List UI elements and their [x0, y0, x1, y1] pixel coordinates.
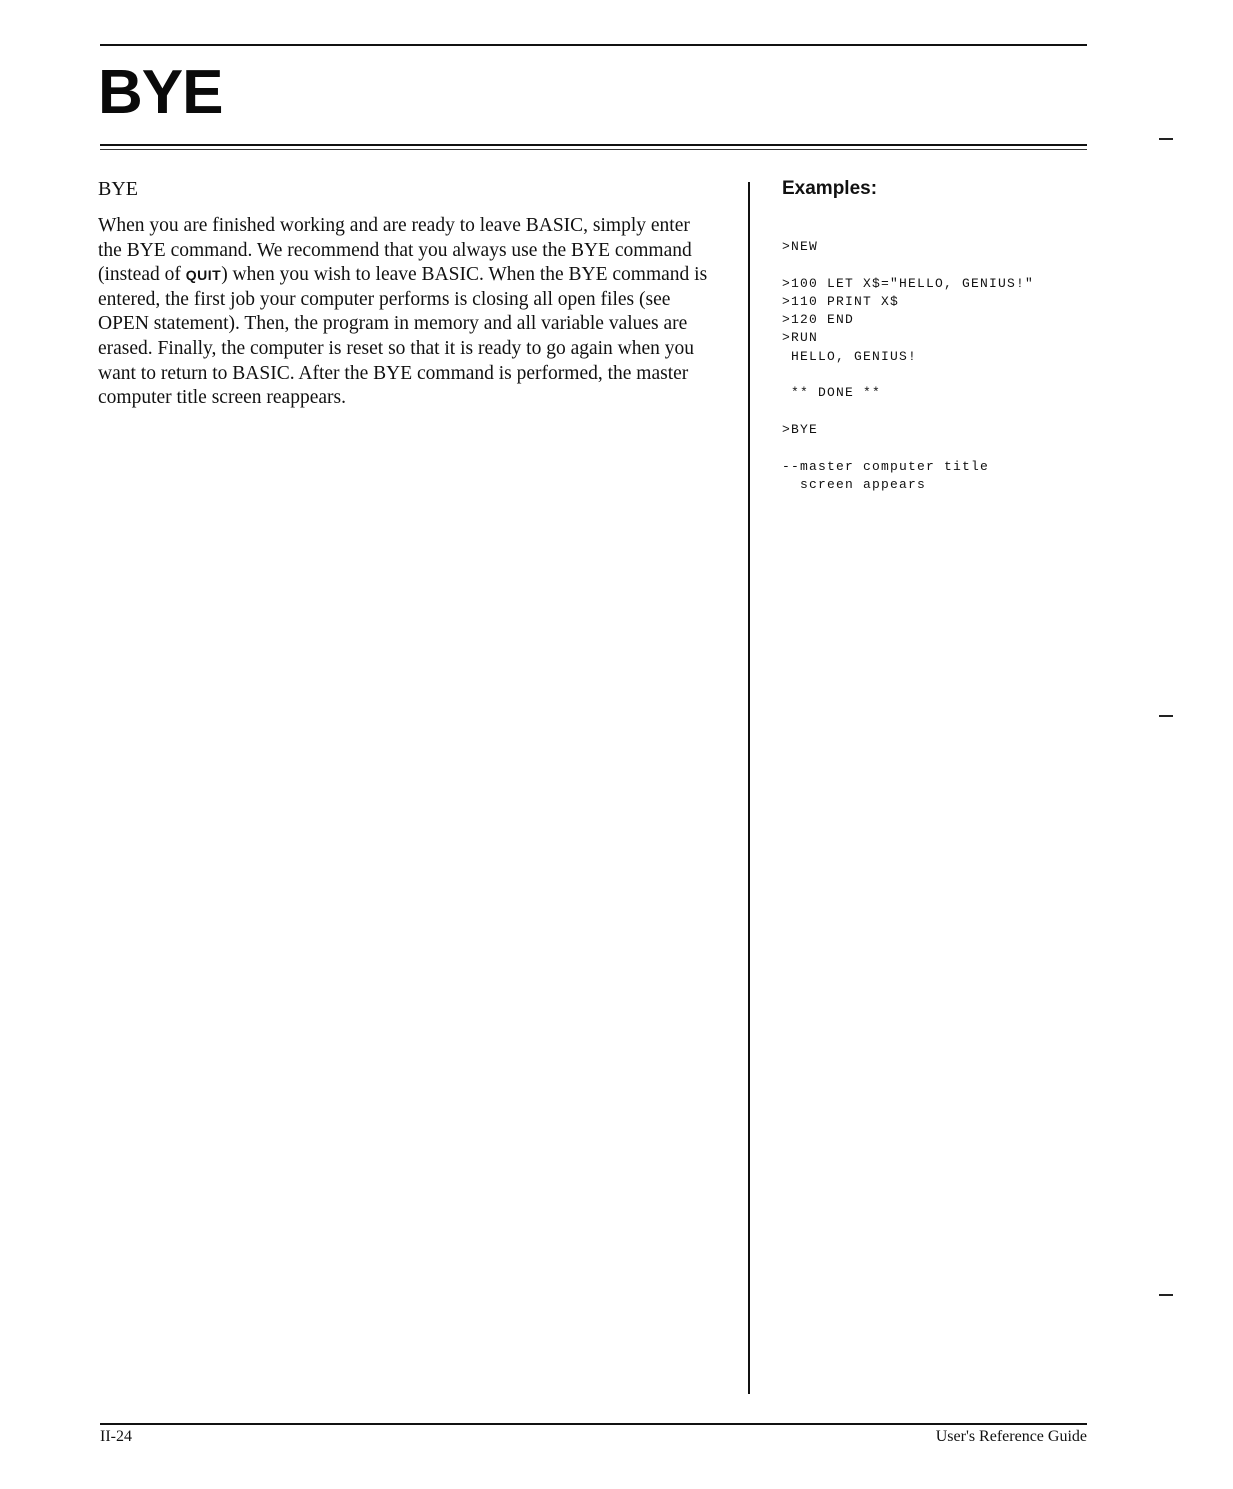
- margin-mark: [1159, 1294, 1173, 1296]
- syntax-line: BYE: [98, 178, 138, 200]
- guide-title: User's Reference Guide: [935, 1428, 1087, 1445]
- column-divider: [748, 182, 750, 1394]
- main-column: [98, 176, 718, 411]
- top-rule: [100, 44, 1087, 46]
- body-text-part: ) when you wish to leave BASIC. When the BYE command is entered, the first job your computer performs is closing all open files (see OPEN statement). Then, the program in memory and all variable values are erased. Finally, the computer is reset so that it is ready to go again when you want to return to BASIC. After the BYE command is performed, the master computer title screen reappears.: [98, 264, 708, 409]
- quit-keyword: QUIT: [185, 267, 222, 284]
- page-number: II-24: [100, 1428, 132, 1445]
- examples-heading: Examples:: [782, 178, 878, 199]
- examples-column: [782, 176, 1092, 494]
- body-text-part: When you are finished working and are ready to leave BASIC, simply enter the BYE command. We recommend that you always use the BYE command (instead of: [98, 215, 692, 286]
- page-title: BYE: [98, 58, 223, 127]
- title-rule-upper: [100, 144, 1087, 146]
- title-rule-lower: [100, 149, 1087, 150]
- margin-mark: [1159, 715, 1173, 717]
- footer-rule: [100, 1423, 1087, 1425]
- body-paragraph: [98, 214, 718, 411]
- code-example: >NEW >100 LET X$="HELLO, GENIUS!" >110 PRINT X$ >120 END >RUN HELLO, GENIUS! ** DONE ** >BYE --master computer title screen appears: [782, 239, 1035, 492]
- margin-mark: [1159, 138, 1173, 140]
